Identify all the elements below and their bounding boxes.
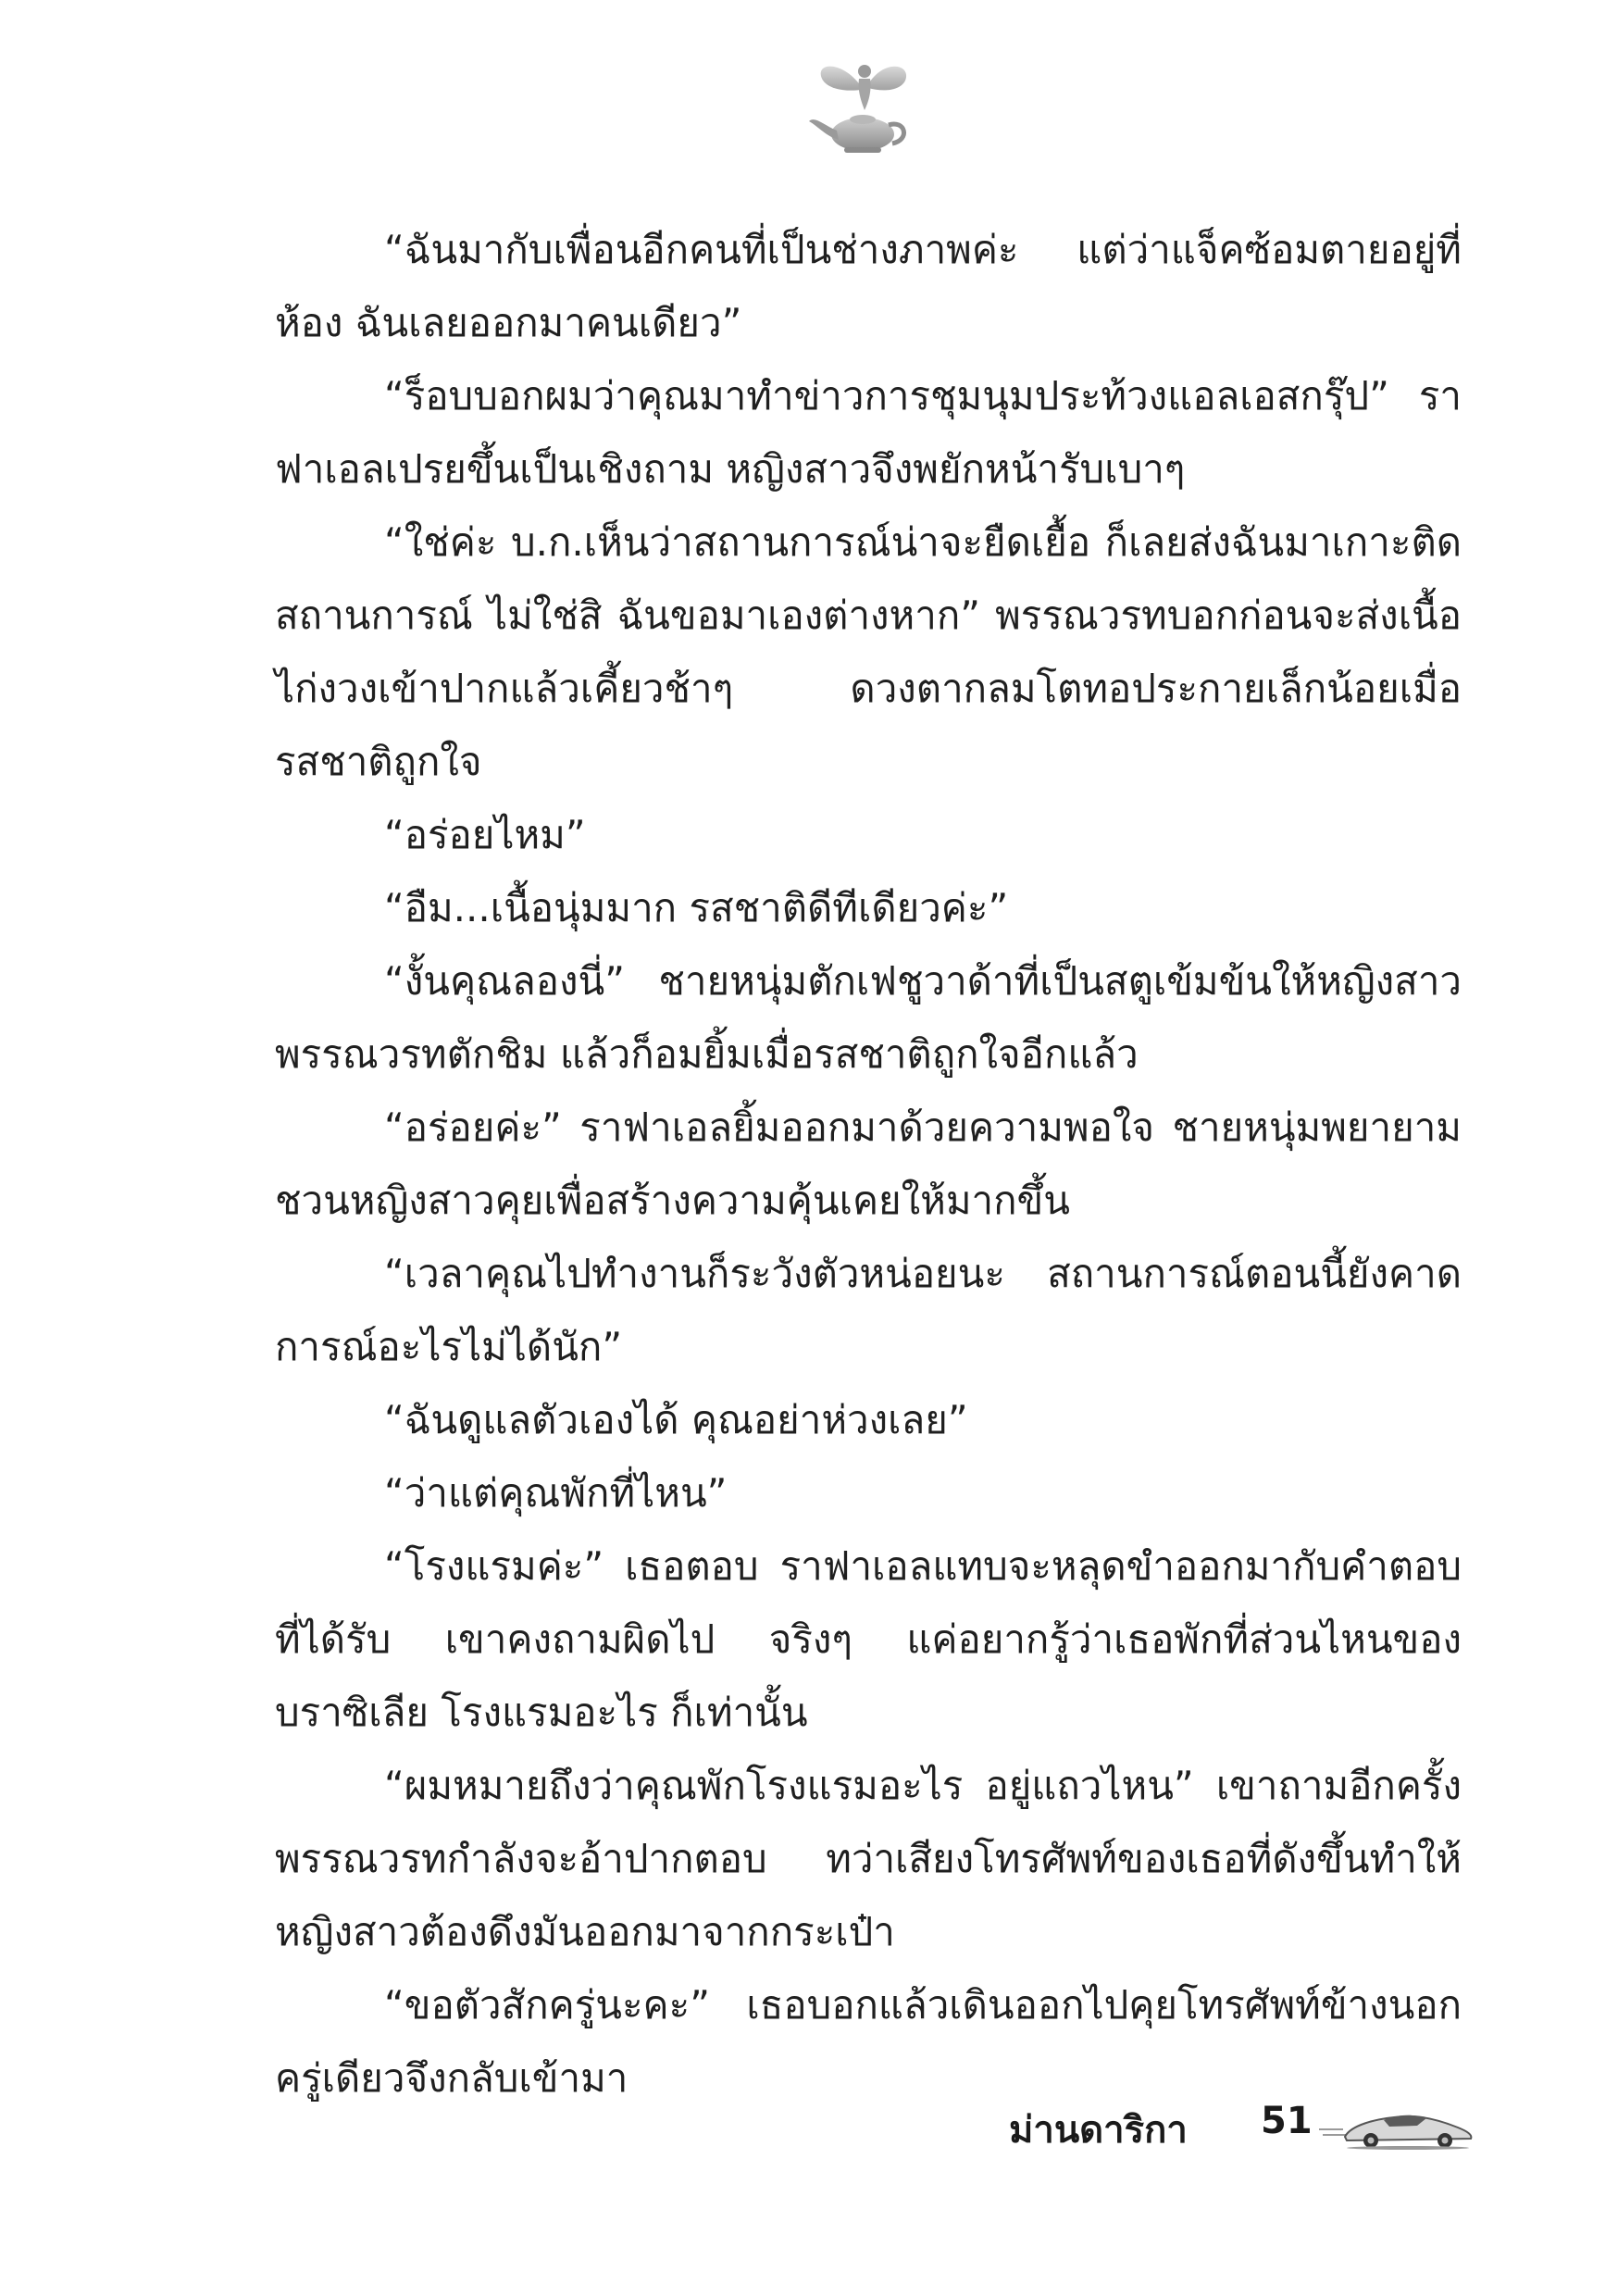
page-number: 51 xyxy=(1261,2100,1313,2142)
paragraph: “โรงแรมค่ะ” เธอตอบ ราฟาเอลแทบจะหลุดขำออกมากับคำตอบที่ได้รับ เขาคงถามผิดไป จริงๆ แค่อยากรู้ว่าเธอพักที่ส่วนไหนของบราซิเลีย โรงแรมอะไร ก็เท่านั้น xyxy=(275,1543,1462,1735)
paragraph: “อืม...เนื้อนุ่มมาก รสชาติดีทีเดียวค่ะ” xyxy=(384,885,1009,930)
paragraph: “อร่อยค่ะ” ราฟาเอลยิ้มออกมาด้วยความพอใจ ชายหนุ่มพยายามชวนหญิงสาวคุยเพื่อสร้างความคุ้นเคยให้มากขึ้น xyxy=(275,1104,1462,1223)
fairy-teapot-ornament-icon xyxy=(796,51,935,162)
paragraph: “ว่าแต่คุณพักที่ไหน” xyxy=(384,1470,728,1516)
paragraph: “ผมหมายถึงว่าคุณพักโรงแรมอะไร อยู่แถวไหน” เขาถามอีกครั้ง พรรณวรทกำลังจะอ้าปากตอบ ทว่าเสียงโทรศัพท์ของเธอที่ดังขึ้นทำให้หญิงสาวต้องดึงมันออกมาจากกระเป๋า xyxy=(275,1763,1462,1954)
paragraph: “อร่อยไหม” xyxy=(384,812,586,857)
paragraph: “เวลาคุณไปทำงานก็ระวังตัวหน่อยนะ สถานการณ์ตอนนี้ยังคาดการณ์อะไรไม่ได้นัก” xyxy=(275,1251,1462,1369)
page-footer xyxy=(1009,2092,1490,2166)
story-body xyxy=(275,213,1462,2115)
paragraph: “ใช่ค่ะ บ.ก.เห็นว่าสถานการณ์น่าจะยืดเยื้อ ก็เลยส่งฉันมาเกาะติดสถานการณ์ ไม่ใช่สิ ฉันขอมาเองต่างหาก” พรรณวรทบอกก่อนจะส่งเนื้อไก่งวงเข้าปากแล้วเคี้ยวช้าๆ ดวงตากลมโตทอประกายเล็กน้อยเมื่อรสชาติถูกใจ xyxy=(275,519,1462,784)
paragraph: “ฉันดูแลตัวเองได้ คุณอย่าห่วงเลย” xyxy=(384,1397,968,1442)
paragraph: “ร็อบบอกผมว่าคุณมาทำข่าวการชุมนุมประท้วงแอลเอสกรุ๊ป” ราฟาเอลเปรยขึ้นเป็นเชิงถาม หญิงสาวจึงพยักหน้ารับเบาๆ xyxy=(275,373,1462,492)
paragraph: “ฉันมากับเพื่อนอีกคนที่เป็นช่างภาพค่ะ แต่ว่าแจ็คซ้อมตายอยู่ที่ห้อง ฉันเลยออกมาคนเดียว” xyxy=(275,227,1462,345)
paragraph: “ขอตัวสักครู่นะคะ” เธอบอกแล้วเดินออกไปคุยโทรศัพท์ข้างนอก ครู่เดียวจึงกลับเข้ามา xyxy=(275,1982,1462,2101)
book-title: ม่านดาริกา xyxy=(1009,2109,1188,2152)
sports-car-icon xyxy=(1319,2102,1476,2150)
paragraph: “งั้นคุณลองนี่” ชายหนุ่มตักเฟชูวาด้าที่เป็นสตูเข้มข้นให้หญิงสาวพรรณวรทตักชิม แล้วก็อมยิ้มเมื่อรสชาติถูกใจอีกแล้ว xyxy=(275,958,1462,1077)
